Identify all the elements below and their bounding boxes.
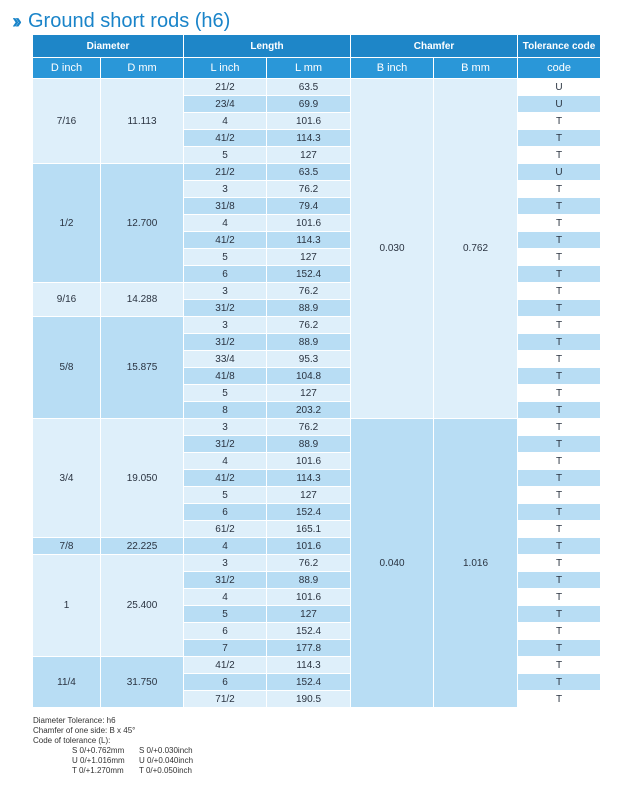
length-mm-cell: 127 [266,606,350,623]
length-mm-cell: 152.4 [266,504,350,521]
length-inch-cell: 5 [183,249,266,266]
length-mm-cell: 152.4 [266,674,350,691]
length-mm-cell: 152.4 [266,623,350,640]
tolerance-code-cell: T [517,436,600,453]
tolerance-code-cell: T [517,555,600,572]
length-inch-cell: 4 [183,453,266,470]
tolerance-code-cell: T [517,640,600,657]
page-title-text: Ground short rods (h6) [28,10,231,32]
length-inch-cell: 5 [183,147,266,164]
length-mm-cell: 76.2 [266,317,350,334]
tolerance-code-cell: T [517,674,600,691]
note-code-inch: U 0/+0.040inch [139,756,194,765]
header-l-mm: L mm [266,58,350,79]
length-mm-cell: 101.6 [266,215,350,232]
length-inch-cell: 41/8 [183,368,266,385]
length-mm-cell: 79.4 [266,198,350,215]
length-mm-cell: 101.6 [266,589,350,606]
length-inch-cell: 71/2 [183,691,266,708]
length-inch-cell: 3 [183,317,266,334]
note-code-mm: T 0/+1.270mm [72,766,124,775]
chamfer-mm-cell: 1.016 [433,419,517,708]
tolerance-code-cell: T [517,487,600,504]
length-mm-cell: 63.5 [266,79,350,96]
length-inch-cell: 21/2 [183,79,266,96]
length-mm-cell: 63.5 [266,164,350,181]
tolerance-code-cell: U [517,96,600,113]
header-code: code [517,58,600,79]
diameter-inch-cell: 3/4 [33,419,100,538]
double-chevron-right-icon: ›› [12,9,18,33]
note-code-mm: S 0/+0.762mm [72,746,125,755]
diameter-inch-cell: 1 [33,555,100,657]
tolerance-code-cell: T [517,334,600,351]
tolerance-code-cell: T [517,266,600,283]
note-code-heading: Code of tolerance (L): [33,736,111,745]
length-mm-cell: 190.5 [266,691,350,708]
chamfer-inch-cell: 0.030 [350,79,433,419]
rods-table [33,35,600,708]
length-mm-cell: 101.6 [266,113,350,130]
length-inch-cell: 23/4 [183,96,266,113]
tolerance-code-cell: T [517,232,600,249]
note-code-inch: T 0/+0.050inch [139,766,193,775]
length-inch-cell: 61/2 [183,521,266,538]
note-code-mm: U 0/+1.016mm [72,756,125,765]
length-mm-cell: 127 [266,147,350,164]
length-mm-cell: 88.9 [266,572,350,589]
tolerance-code-cell: T [517,623,600,640]
diameter-mm-cell: 15.875 [100,317,183,419]
length-inch-cell: 3 [183,181,266,198]
length-inch-cell: 6 [183,674,266,691]
length-inch-cell: 5 [183,385,266,402]
length-inch-cell: 6 [183,623,266,640]
length-mm-cell: 203.2 [266,402,350,419]
length-inch-cell: 33/4 [183,351,266,368]
header-d-mm: D mm [100,58,183,79]
length-mm-cell: 152.4 [266,266,350,283]
header-length: Length [183,35,350,58]
length-mm-cell: 76.2 [266,181,350,198]
tolerance-code-cell: T [517,606,600,623]
length-inch-cell: 31/2 [183,572,266,589]
chamfer-inch-cell: 0.040 [350,419,433,708]
length-inch-cell: 7 [183,640,266,657]
note-code-s [33,746,193,756]
length-mm-cell: 127 [266,249,350,266]
length-mm-cell: 177.8 [266,640,350,657]
note-diameter-tolerance: Diameter Tolerance: h6 [33,716,116,725]
length-inch-cell: 3 [183,419,266,436]
page-title [12,8,230,34]
length-inch-cell: 41/2 [183,470,266,487]
length-mm-cell: 95.3 [266,351,350,368]
length-inch-cell: 5 [183,487,266,504]
length-mm-cell: 76.2 [266,555,350,572]
length-inch-cell: 4 [183,589,266,606]
length-mm-cell: 114.3 [266,130,350,147]
length-mm-cell: 114.3 [266,232,350,249]
diameter-inch-cell: 9/16 [33,283,100,317]
table-body [33,79,600,708]
length-mm-cell: 88.9 [266,436,350,453]
length-mm-cell: 114.3 [266,657,350,674]
note-code-u [33,756,193,766]
tolerance-code-cell: T [517,521,600,538]
length-inch-cell: 4 [183,538,266,555]
length-mm-cell: 101.6 [266,453,350,470]
header-tolerance-code: Tolerance code [517,35,600,58]
length-inch-cell: 31/8 [183,198,266,215]
diameter-mm-cell: 31.750 [100,657,183,708]
header-b-inch: B inch [350,58,433,79]
length-mm-cell: 101.6 [266,538,350,555]
tolerance-code-cell: T [517,470,600,487]
diameter-inch-cell: 11/4 [33,657,100,708]
length-inch-cell: 3 [183,283,266,300]
length-mm-cell: 127 [266,385,350,402]
tolerance-code-cell: T [517,657,600,674]
length-mm-cell: 88.9 [266,334,350,351]
diameter-mm-cell: 11.113 [100,79,183,164]
length-mm-cell: 76.2 [266,419,350,436]
tolerance-code-cell: T [517,504,600,521]
length-inch-cell: 41/2 [183,130,266,147]
header-d-inch: D inch [33,58,100,79]
diameter-inch-cell: 1/2 [33,164,100,283]
length-mm-cell: 127 [266,487,350,504]
length-mm-cell: 104.8 [266,368,350,385]
length-mm-cell: 165.1 [266,521,350,538]
tolerance-code-cell: T [517,453,600,470]
header-chamfer: Chamfer [350,35,517,58]
diameter-inch-cell: 7/16 [33,79,100,164]
length-inch-cell: 3 [183,555,266,572]
header-b-mm: B mm [433,58,517,79]
length-mm-cell: 114.3 [266,470,350,487]
tolerance-code-cell: U [517,79,600,96]
diameter-mm-cell: 19.050 [100,419,183,538]
notes [33,716,193,776]
tolerance-code-cell: T [517,300,600,317]
diameter-mm-cell: 25.400 [100,555,183,657]
tolerance-code-cell: T [517,538,600,555]
tolerance-code-cell: T [517,113,600,130]
length-inch-cell: 5 [183,606,266,623]
length-mm-cell: 88.9 [266,300,350,317]
tolerance-code-cell: T [517,181,600,198]
length-inch-cell: 41/2 [183,657,266,674]
diameter-mm-cell: 22.225 [100,538,183,555]
length-inch-cell: 6 [183,266,266,283]
tolerance-code-cell: T [517,385,600,402]
length-inch-cell: 31/2 [183,436,266,453]
chamfer-mm-cell: 0.762 [433,79,517,419]
length-inch-cell: 21/2 [183,164,266,181]
tolerance-code-cell: T [517,691,600,708]
tolerance-code-cell: T [517,419,600,436]
tolerance-code-cell: T [517,317,600,334]
length-mm-cell: 76.2 [266,283,350,300]
tolerance-code-cell: T [517,589,600,606]
tolerance-code-cell: T [517,130,600,147]
tolerance-code-cell: T [517,368,600,385]
length-inch-cell: 31/2 [183,300,266,317]
header-diameter: Diameter [33,35,183,58]
tolerance-code-cell: T [517,249,600,266]
tolerance-code-cell: T [517,402,600,419]
table-row [33,79,600,96]
tolerance-code-cell: T [517,198,600,215]
length-inch-cell: 4 [183,215,266,232]
length-inch-cell: 31/2 [183,334,266,351]
tolerance-code-cell: T [517,283,600,300]
diameter-inch-cell: 5/8 [33,317,100,419]
tolerance-code-cell: T [517,351,600,368]
header-l-inch: L inch [183,58,266,79]
diameter-mm-cell: 14.288 [100,283,183,317]
note-chamfer: Chamfer of one side: B x 45° [33,726,136,735]
length-mm-cell: 69.9 [266,96,350,113]
diameter-inch-cell: 7/8 [33,538,100,555]
length-inch-cell: 41/2 [183,232,266,249]
tolerance-code-cell: T [517,215,600,232]
diameter-mm-cell: 12.700 [100,164,183,283]
tolerance-code-cell: T [517,147,600,164]
length-inch-cell: 8 [183,402,266,419]
length-inch-cell: 6 [183,504,266,521]
note-code-inch: S 0/+0.030inch [139,746,193,755]
note-code-t [33,766,193,776]
tolerance-code-cell: U [517,164,600,181]
tolerance-code-cell: T [517,572,600,589]
table-row [33,419,600,436]
length-inch-cell: 4 [183,113,266,130]
